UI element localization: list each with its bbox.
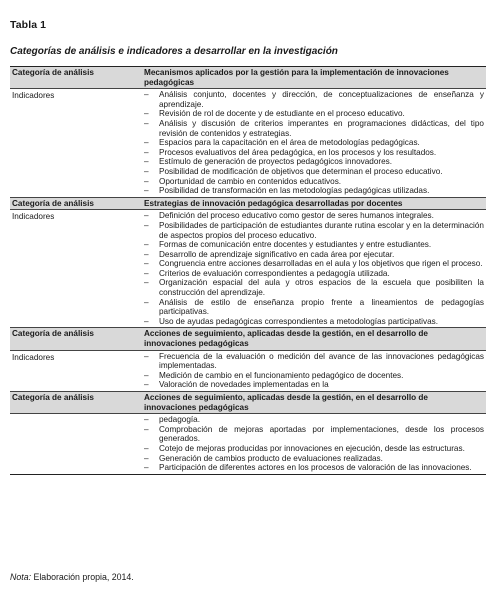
indicator-text: Cotejo de mejoras producidas por innovaciones en ejecución, desde las estructuras.	[159, 443, 465, 453]
dash-bullet: –	[144, 463, 149, 473]
header-description-cell: Acciones de seguimiento, aplicadas desde la gestión, en el desarrollo de innovaciones pedagógicas	[141, 392, 486, 414]
header-description-cell: Acciones de seguimiento, aplicadas desde la gestión, en el desarrollo de innovaciones pedagógicas	[141, 328, 486, 350]
dash-bullet: –	[144, 278, 149, 288]
indicator-text: Criterios de evaluación correspondientes a pedagogía utilizada.	[159, 268, 390, 278]
header-category-cell: Categoría de análisis	[10, 392, 141, 414]
section-header-row	[10, 67, 486, 89]
indicators-label-cell: Indicadores	[10, 89, 141, 198]
categories-table	[10, 66, 486, 475]
indicator-text: Organización espacial del aula y otros espacios de la escuela que posibiliten la construcción del aprendizaje.	[159, 278, 484, 298]
dash-bullet: –	[144, 176, 149, 186]
indicators-row	[10, 414, 486, 475]
indicator-item	[144, 444, 484, 454]
indicator-text: Posibilidad de transformación en las metodologías pedagógicas utilizadas.	[159, 186, 430, 196]
indicator-text: pedagogía.	[159, 415, 200, 425]
dash-bullet: –	[144, 424, 149, 434]
indicator-item	[144, 177, 484, 187]
table-number: Tabla 1	[10, 19, 47, 31]
indicator-item	[144, 380, 484, 390]
indicator-text: Procesos evaluativos del área pedagógica, en los procesos y los resultados.	[159, 147, 437, 157]
indicator-item	[144, 157, 484, 167]
dash-bullet: –	[144, 370, 149, 380]
dash-bullet: –	[144, 380, 149, 390]
indicator-item	[144, 250, 484, 260]
indicator-item	[144, 371, 484, 381]
indicator-item	[144, 90, 484, 109]
indicator-item	[144, 138, 484, 148]
indicator-text: Análisis y discusión de criterios imperantes en programaciones didácticas, del tipo revisión de contenidos y estrategias.	[159, 118, 484, 138]
indicator-text: Uso de ayudas pedagógicas correspondientes a metodologías participativas.	[159, 316, 439, 326]
dash-bullet: –	[144, 415, 149, 425]
indicator-text: Formas de comunicación entre docentes y estudiantes y entre estudiantes.	[159, 240, 432, 250]
indicators-row	[10, 89, 486, 198]
indicator-text: Comprobación de mejoras aportadas por implementaciones, desde los procesos generados.	[159, 424, 484, 444]
indicator-text: Frecuencia de la evaluación o medición del avance de las innovaciones pedagógicas implementadas.	[159, 351, 484, 371]
header-description-cell: Estrategias de innovación pedagógica desarrolladas por docentes	[141, 197, 486, 210]
indicators-label-cell: Indicadores	[10, 210, 141, 328]
section-header-row	[10, 197, 486, 210]
indicators-label-cell: Indicadores	[10, 350, 141, 391]
section-header-row	[10, 328, 486, 350]
dash-bullet: –	[144, 249, 149, 259]
indicator-item	[144, 425, 484, 444]
indicator-list	[144, 90, 484, 196]
dash-bullet: –	[144, 211, 149, 221]
indicator-item	[144, 167, 484, 177]
indicator-text: Medición de cambio en el funcionamiento pedagógico de docentes.	[159, 370, 404, 380]
indicator-text: Oportunidad de cambio en contenidos educativos.	[159, 176, 342, 186]
indicator-item	[144, 221, 484, 240]
indicator-text: Revisión de rol de docente y de estudiante en el proceso educativo.	[159, 109, 405, 119]
indicators-label-cell	[10, 414, 141, 475]
indicator-item	[144, 269, 484, 279]
indicator-item	[144, 211, 484, 221]
dash-bullet: –	[144, 453, 149, 463]
indicator-text: Definición del proceso educativo como gestor de seres humanos integrales.	[159, 211, 434, 221]
indicator-item	[144, 240, 484, 250]
dash-bullet: –	[144, 109, 149, 119]
indicator-item	[144, 463, 484, 473]
indicator-text: Generación de cambios producto de evaluaciones realizadas.	[159, 453, 383, 463]
indicator-text: Análisis de estilo de enseñanza propio frente a lineamientos de pedagogías participativas.	[159, 297, 484, 317]
indicator-item	[144, 298, 484, 317]
header-category-cell: Categoría de análisis	[10, 328, 141, 350]
dash-bullet: –	[144, 157, 149, 167]
indicator-text: Análisis conjunto, docentes y dirección, de conceptualizaciones de enseñanza y aprendizaje.	[159, 90, 484, 109]
indicator-text: Valoración de novedades implementadas en la	[159, 380, 329, 390]
indicator-item	[144, 259, 484, 269]
indicators-list-cell	[141, 350, 486, 391]
indicator-text: Estímulo de generación de proyectos pedagógicos innovadores.	[159, 157, 393, 167]
dash-bullet: –	[144, 186, 149, 196]
indicator-item	[144, 109, 484, 119]
indicator-item	[144, 415, 484, 425]
indicators-list-cell	[141, 414, 486, 475]
note-text: Elaboración propia, 2014.	[31, 572, 134, 582]
indicator-item	[144, 454, 484, 464]
dash-bullet: –	[144, 443, 149, 453]
indicator-item	[144, 317, 484, 327]
indicator-list	[144, 415, 484, 473]
header-category-cell: Categoría de análisis	[10, 67, 141, 89]
indicators-list-cell	[141, 210, 486, 328]
dash-bullet: –	[144, 297, 149, 307]
indicator-item	[144, 352, 484, 371]
dash-bullet: –	[144, 316, 149, 326]
dash-bullet: –	[144, 166, 149, 176]
indicator-list	[144, 352, 484, 390]
indicator-item	[144, 148, 484, 158]
indicator-text: Participación de diferentes actores en los procesos de valoración de las innovaciones.	[159, 463, 472, 473]
indicator-text: Congruencia entre acciones desarrolladas en el aula y los objetivos que rigen el proceso.	[159, 259, 483, 269]
table-note	[10, 572, 134, 582]
indicators-row	[10, 350, 486, 391]
dash-bullet: –	[144, 138, 149, 148]
note-label: Nota:	[10, 572, 32, 582]
indicator-text: Posibilidades de participación de estudiantes durante rutina escolar y en la determinación de aspectos propios del proceso educativo.	[159, 220, 484, 240]
dash-bullet: –	[144, 259, 149, 269]
dash-bullet: –	[144, 220, 149, 230]
indicator-text: Posibilidad de modificación de objetivos que determinan el proceso educativo.	[159, 166, 443, 176]
header-description-cell: Mecanismos aplicados por la gestión para la implementación de innovaciones pedagógicas	[141, 67, 486, 89]
dash-bullet: –	[144, 351, 149, 361]
header-category-cell: Categoría de análisis	[10, 197, 141, 210]
indicator-item	[144, 186, 484, 196]
indicator-text: Espacios para la capacitación en el área de metodologías pedagógicas.	[159, 138, 420, 148]
section-header-row	[10, 392, 486, 414]
indicator-item	[144, 278, 484, 297]
dash-bullet: –	[144, 240, 149, 250]
dash-bullet: –	[144, 147, 149, 157]
indicators-row	[10, 210, 486, 328]
dash-bullet: –	[144, 90, 149, 100]
dash-bullet: –	[144, 118, 149, 128]
indicator-item	[144, 119, 484, 138]
dash-bullet: –	[144, 268, 149, 278]
table-title: Categorías de análisis e indicadores a desarrollar en la investigación	[10, 46, 338, 57]
indicator-text: Desarrollo de aprendizaje significativo en cada área por ejecutar.	[159, 249, 395, 259]
indicators-list-cell	[141, 89, 486, 198]
indicator-list	[144, 211, 484, 326]
